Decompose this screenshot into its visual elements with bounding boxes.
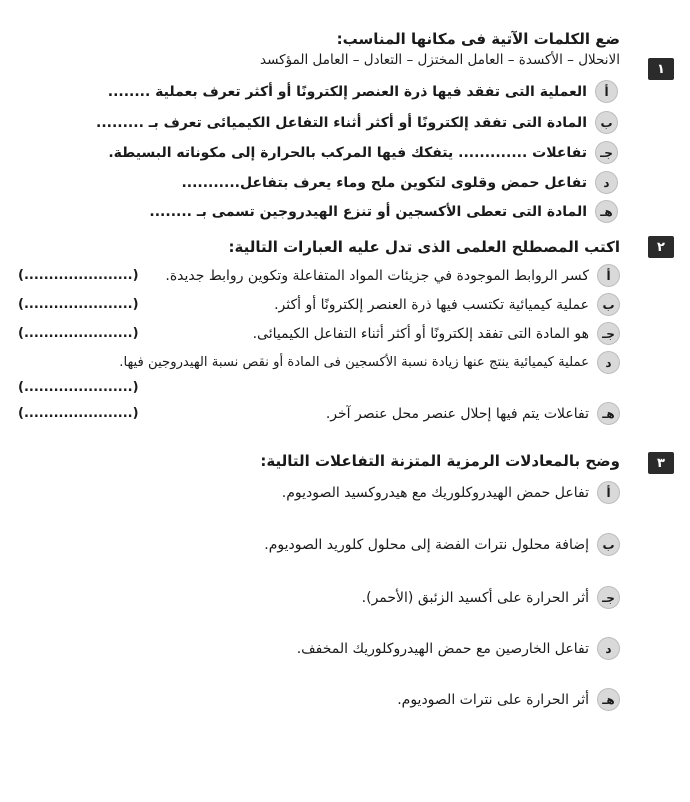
question-2-number: ٢ [648, 236, 674, 258]
q1-item-d [181, 171, 618, 194]
item-letter-badge: أ [597, 481, 620, 504]
question-3-number: ٣ [648, 452, 674, 474]
answer-blank: (......................) [18, 406, 139, 421]
item-letter-badge: ب [597, 533, 620, 556]
question-3-title: وضح بالمعادلات الرمزية المتزنة التفاعلات التالية: [260, 452, 620, 470]
item-letter-badge: أ [595, 80, 618, 103]
q1-item-c-text: تفاعلات ............. يتفكك فيها المركب بالحرارة إلى مكوناته البسيطة. [108, 144, 587, 161]
q3-item-e [397, 688, 620, 711]
item-letter-badge: أ [597, 264, 620, 287]
q2-item-c [253, 322, 620, 345]
question-2-title: اكتب المصطلح العلمى الذى تدل عليه العبارات التالية: [228, 238, 620, 256]
q1-item-d-text: تفاعل حمض وقلوى لتكوين ملح وماء يعرف بتفاعل........... [181, 174, 587, 191]
item-letter-badge: هـ [597, 688, 620, 711]
q3-item-b-text: إضافة محلول نترات الفضة إلى محلول كلوريد الصوديوم. [264, 536, 589, 553]
q2-item-a-text: كسر الروابط الموجودة في جزيئات المواد المتفاعلة وتكوين روابط جديدة. [165, 267, 589, 284]
q3-item-b [264, 533, 620, 556]
word-bank: الانحلال – الأكسدة – العامل المختزل – التعادل – العامل المؤكسد [260, 52, 620, 68]
item-letter-badge: ب [595, 111, 618, 134]
q3-item-d-text: تفاعل الخارصين مع حمض الهيدروكلوريك المخفف. [296, 640, 589, 657]
q1-item-b [96, 111, 618, 134]
answer-blank: (......................) [18, 326, 139, 341]
q1-item-b-text: المادة التى تفقد إلكترونًا أو أكثر أثناء التفاعل الكيميائى تعرف بـ ......... [96, 114, 587, 131]
q1-item-c [108, 141, 618, 164]
q2-item-d [119, 351, 620, 374]
answer-blank: (......................) [18, 297, 139, 312]
item-letter-badge: جـ [597, 586, 620, 609]
q3-item-e-text: أثر الحرارة على نترات الصوديوم. [397, 691, 589, 708]
q2-item-b-text: عملية كيميائية تكتسب فيها ذرة العنصر إلكترونًا أو أكثر. [274, 296, 589, 313]
item-letter-badge: هـ [597, 402, 620, 425]
q3-item-a-text: تفاعل حمض الهيدروكلوريك مع هيدروكسيد الصوديوم. [281, 484, 589, 501]
q3-item-d [297, 637, 620, 660]
q1-item-e-text: المادة التى تعطى الأكسجين أو تنزع الهيدروجين تسمى بـ ........ [149, 203, 587, 220]
q3-item-c-text: أثر الحرارة على أكسيد الزئبق (الأحمر). [361, 589, 589, 606]
item-letter-badge: د [597, 351, 620, 374]
item-letter-badge: جـ [597, 322, 620, 345]
q1-item-e [149, 200, 618, 223]
q3-item-c [362, 586, 620, 609]
item-letter-badge: د [595, 171, 618, 194]
q2-item-e [326, 402, 620, 425]
q2-item-d-text: عملية كيميائية ينتج عنها زيادة نسبة الأكسجين فى المادة أو نقص نسبة الهيدروجين فيها. [119, 355, 589, 370]
q1-item-a-text: العملية التى تفقد فيها ذرة العنصر إلكترونًا أو أكثر تعرف بعملية ........ [107, 83, 587, 100]
answer-blank: (......................) [18, 268, 139, 283]
item-letter-badge: ب [597, 293, 620, 316]
q1-item-a [108, 80, 618, 103]
answer-blank: (......................) [18, 380, 139, 395]
question-1-number: ١ [648, 58, 674, 80]
q2-item-a [165, 264, 620, 287]
item-letter-badge: د [597, 637, 620, 660]
q2-item-e-text: تفاعلات يتم فيها إحلال عنصر محل عنصر آخر. [325, 405, 589, 422]
q2-item-b [274, 293, 620, 316]
q3-item-a [282, 481, 620, 504]
q2-item-c-text: هو المادة التى تفقد إلكترونًا أو أكثر أثناء التفاعل الكيميائى. [252, 325, 589, 342]
question-1-title: ضع الكلمات الآتية فى مكانها المناسب: [336, 30, 620, 48]
item-letter-badge: جـ [595, 141, 618, 164]
item-letter-badge: هـ [595, 200, 618, 223]
